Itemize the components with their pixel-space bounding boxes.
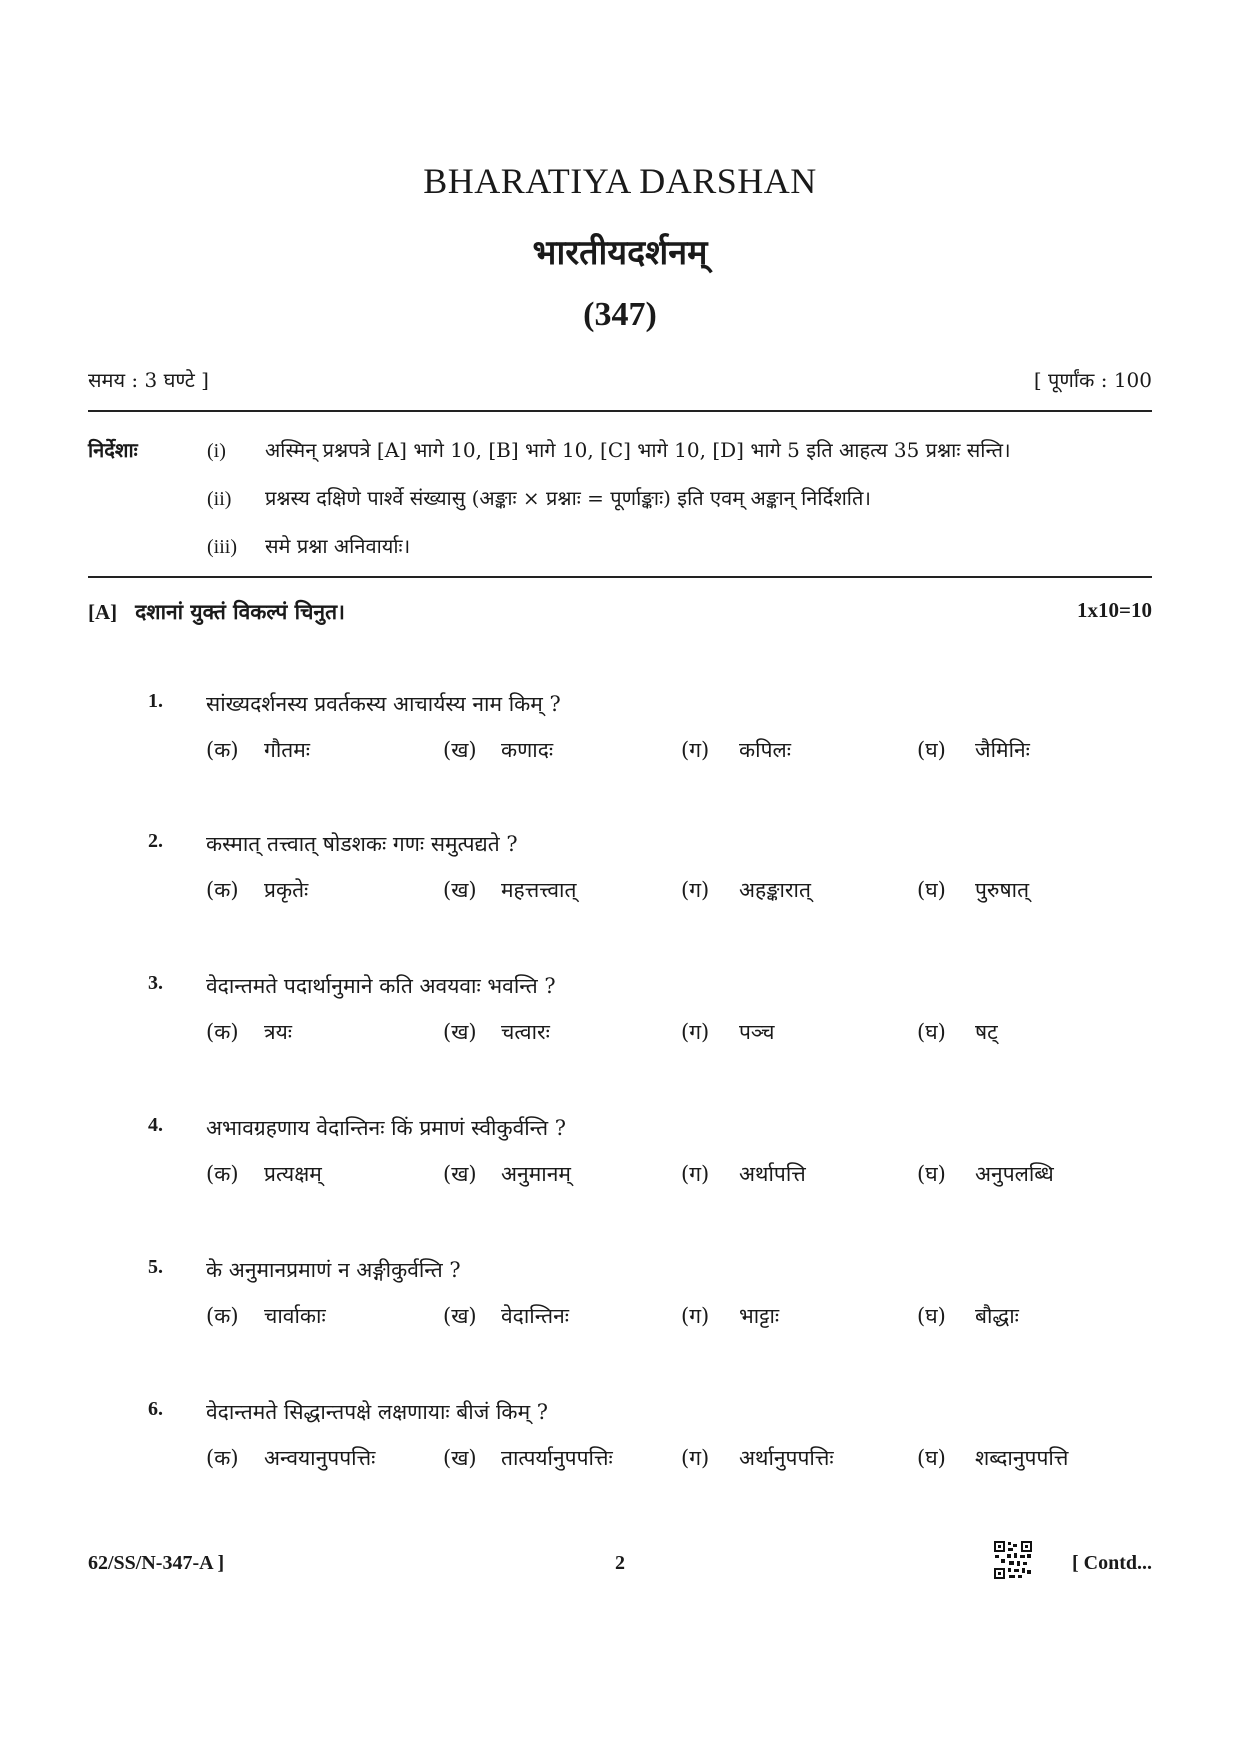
option-kha[interactable] bbox=[443, 876, 576, 904]
option-label: (क) bbox=[206, 1020, 239, 1044]
option-gha[interactable] bbox=[917, 1444, 1068, 1472]
section-marks: 1x10=10 bbox=[1077, 598, 1152, 622]
option-ka[interactable] bbox=[206, 876, 308, 904]
option-ga[interactable] bbox=[681, 1302, 779, 1330]
instruction-text: अस्मिन् प्रश्नपत्रे [A] भागे 10, [B] भागे 10, [C] भागे 10, [D] भागे 5 इति आहत्य 35 प्रश्नाः सन्ति। bbox=[265, 438, 1011, 462]
option-text: षट् bbox=[975, 1020, 998, 1044]
option-ga[interactable] bbox=[681, 1160, 806, 1188]
option-text: कपिलः bbox=[739, 738, 791, 762]
option-ga[interactable] bbox=[681, 876, 811, 904]
question-text: वेदान्तमते पदार्थानुमाने कति अवयवाः भवन्ति ? bbox=[206, 974, 556, 998]
option-gha[interactable] bbox=[917, 1160, 1054, 1188]
option-ka[interactable] bbox=[206, 1302, 326, 1330]
option-text: बौद्धाः bbox=[975, 1304, 1019, 1328]
question-number: 3. bbox=[148, 972, 163, 994]
option-label: (ग) bbox=[681, 1304, 710, 1328]
divider-section bbox=[88, 576, 1152, 578]
option-text: अनुपलब्धि bbox=[975, 1162, 1054, 1186]
instruction-num: (iii) bbox=[207, 536, 237, 558]
instruction-item bbox=[207, 484, 871, 511]
option-text: अहङ्कारात् bbox=[739, 878, 811, 902]
option-text: पञ्च bbox=[739, 1020, 775, 1044]
option-text: महत्तत्त्वात् bbox=[501, 878, 577, 902]
option-label: (ग) bbox=[681, 1020, 710, 1044]
question-number: 2. bbox=[148, 830, 163, 852]
option-label: (क) bbox=[206, 1304, 239, 1328]
option-text: प्रकृतेः bbox=[264, 878, 309, 902]
instruction-num: (i) bbox=[207, 440, 226, 462]
instruction-num: (ii) bbox=[207, 488, 232, 510]
option-label: (घ) bbox=[917, 1020, 946, 1044]
subject-code: (347) bbox=[583, 296, 657, 333]
section-header bbox=[88, 598, 1152, 626]
option-label: (घ) bbox=[917, 738, 946, 762]
title-english: BHARATIYA DARSHAN bbox=[423, 161, 817, 201]
option-kha[interactable] bbox=[443, 1018, 550, 1046]
option-gha[interactable] bbox=[917, 1302, 1019, 1330]
option-label: (क) bbox=[206, 738, 239, 762]
option-ga[interactable] bbox=[681, 1018, 775, 1046]
option-gha[interactable] bbox=[917, 876, 1029, 904]
paper-code: 62/SS/N-347-A ] bbox=[88, 1552, 225, 1574]
option-ga[interactable] bbox=[681, 1444, 834, 1472]
option-kha[interactable] bbox=[443, 736, 553, 764]
max-marks: [ पूर्णांक : 100 bbox=[1033, 368, 1152, 392]
option-text: त्रयः bbox=[264, 1020, 293, 1044]
question-text: सांख्यदर्शनस्य प्रवर्तकस्य आचार्यस्य नाम किम् ? bbox=[206, 692, 561, 716]
option-text: पुरुषात् bbox=[975, 878, 1030, 902]
option-ka[interactable] bbox=[206, 1444, 375, 1472]
question-text: अभावग्रहणाय वेदान्तिनः किं प्रमाणं स्वीकुर्वन्ति ? bbox=[206, 1116, 567, 1140]
option-label: (ग) bbox=[681, 878, 710, 902]
qr-code-icon bbox=[993, 1540, 1033, 1580]
question-text: वेदान्तमते सिद्धान्तपक्षे लक्षणायाः बीजं किम् ? bbox=[206, 1400, 549, 1424]
option-label: (ख) bbox=[443, 1020, 477, 1044]
option-kha[interactable] bbox=[443, 1444, 613, 1472]
instruction-item bbox=[207, 532, 410, 559]
option-text: अर्थानुपपत्तिः bbox=[739, 1446, 834, 1470]
section-label: [A] bbox=[88, 600, 118, 624]
option-text: चार्वाकाः bbox=[264, 1304, 326, 1328]
option-label: (ख) bbox=[443, 1446, 477, 1470]
instructions-heading: निर्देशाः bbox=[88, 438, 138, 462]
option-text: प्रत्यक्षम् bbox=[264, 1162, 322, 1186]
option-gha[interactable] bbox=[917, 736, 1030, 764]
option-ka[interactable] bbox=[206, 1018, 292, 1046]
option-label: (ख) bbox=[443, 738, 477, 762]
option-text: तात्पर्यानुपपत्तिः bbox=[501, 1446, 613, 1470]
option-text: शब्दानुपपत्ति bbox=[975, 1446, 1069, 1470]
option-text: कणादः bbox=[501, 738, 554, 762]
option-ka[interactable] bbox=[206, 736, 310, 764]
question-text: कस्मात् तत्त्वात् षोडशकः गणः समुत्पद्यते ? bbox=[206, 832, 518, 856]
option-text: अर्थापत्ति bbox=[739, 1162, 806, 1186]
option-text: वेदान्तिनः bbox=[501, 1304, 570, 1328]
option-text: जैमिनिः bbox=[975, 738, 1030, 762]
option-label: (घ) bbox=[917, 1304, 946, 1328]
time-allowed: समय : 3 घण्टे ] bbox=[88, 368, 209, 392]
instruction-item bbox=[207, 436, 1011, 463]
option-ga[interactable] bbox=[681, 736, 791, 764]
option-kha[interactable] bbox=[443, 1160, 571, 1188]
page-number: 2 bbox=[615, 1552, 625, 1574]
instruction-text: प्रश्नस्य दक्षिणे पार्श्वे संख्यासु (अङ्काः × प्रश्नाः = पूर्णाङ्काः) इति एवम् अङ्कान् निर्दिशति। bbox=[265, 486, 871, 510]
option-gha[interactable] bbox=[917, 1018, 998, 1046]
instruction-text: समे प्रश्ना अनिवार्याः। bbox=[265, 534, 411, 558]
option-label: (ख) bbox=[443, 1304, 477, 1328]
option-label: (ग) bbox=[681, 1162, 710, 1186]
option-label: (घ) bbox=[917, 878, 946, 902]
option-text: भाट्टाः bbox=[739, 1304, 780, 1328]
question-text: के अनुमानप्रमाणं न अङ्गीकुर्वन्ति ? bbox=[206, 1258, 461, 1282]
option-text: चत्वारः bbox=[501, 1020, 550, 1044]
question-number: 6. bbox=[148, 1398, 163, 1420]
option-label: (क) bbox=[206, 1162, 239, 1186]
option-label: (ख) bbox=[443, 878, 477, 902]
option-label: (क) bbox=[206, 878, 239, 902]
option-ka[interactable] bbox=[206, 1160, 322, 1188]
option-label: (घ) bbox=[917, 1446, 946, 1470]
option-label: (क) bbox=[206, 1446, 239, 1470]
option-text: गौतमः bbox=[264, 738, 311, 762]
section-instruction: दशानां युक्तं विकल्पं चिनुत। bbox=[135, 599, 345, 624]
option-label: (घ) bbox=[917, 1162, 946, 1186]
continued-label: [ Contd... bbox=[1071, 1552, 1152, 1574]
option-label: (ग) bbox=[681, 1446, 710, 1470]
option-text: अन्वयानुपपत्तिः bbox=[264, 1446, 376, 1470]
option-text: अनुमानम् bbox=[501, 1162, 571, 1186]
divider-top bbox=[88, 410, 1152, 412]
option-label: (ग) bbox=[681, 738, 710, 762]
question-number: 4. bbox=[148, 1114, 163, 1136]
question-number: 1. bbox=[148, 690, 163, 712]
option-kha[interactable] bbox=[443, 1302, 569, 1330]
title-sanskrit: भारतीयदर्शनम् bbox=[532, 233, 708, 273]
option-label: (ख) bbox=[443, 1162, 477, 1186]
question-number: 5. bbox=[148, 1256, 163, 1278]
